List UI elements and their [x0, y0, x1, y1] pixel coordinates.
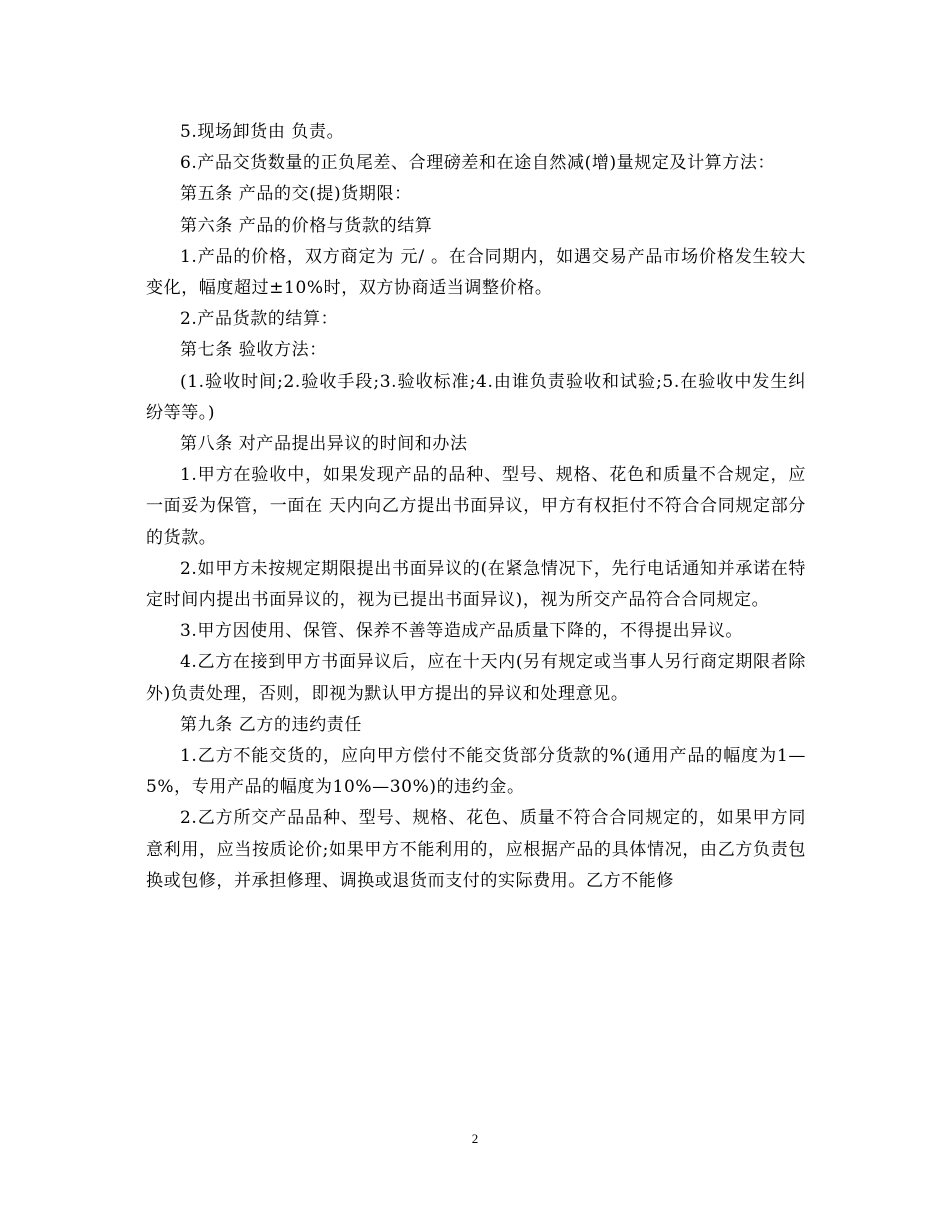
paragraph-quantity-tolerance: 6.产品交货数量的正负尾差、合理磅差和在途自然减(增)量规定及计算方法： — [180, 153, 776, 174]
paragraph-price: 1.产品的价格，双方商定为 元/ 。在合同期内，如遇交易产品市场价格发生较大变化，幅度超过±10%时，双方协商适当调整价格。 — [146, 246, 806, 299]
paragraph-objection-2: 2.如甲方未按规定期限提出书面异议的(在紧急情况下，先行电话通知并承诺在特定时间内提出书面异议的，视为已提出书面异议)，视为所交产品符合合同规定。 — [146, 558, 806, 611]
page-number: 2 — [471, 1131, 479, 1146]
paragraph-liability-2: 2.乙方所交产品品种、型号、规格、花色、质量不符合合同规定的，如果甲方同意利用，应当按质论价;如果甲方不能利用的，应根据产品的具体情况，由乙方负责包换或包修，并承担修理、调换或退货而支付的实际费用。乙方不能修 — [146, 808, 806, 891]
article-5-heading: 第五条 产品的交(提)货期限： — [180, 184, 412, 205]
paragraph-unloading: 5.现场卸货由 负责。 — [180, 122, 345, 142]
paragraph-objection-3: 3.甲方因使用、保管、保养不善等造成产品质量下降的，不得提出异议。 — [180, 621, 744, 642]
article-9-heading: 第九条 乙方的违约责任 — [180, 714, 363, 735]
article-8-heading: 第八条 对产品提出异议的时间和办法 — [180, 434, 468, 455]
document-body — [146, 117, 806, 897]
article-7-heading: 第七条 验收方法： — [180, 340, 327, 361]
article-6-heading: 第六条 产品的价格与货款的结算 — [180, 215, 433, 236]
paragraph-liability-1: 1.乙方不能交货的，应向甲方偿付不能交货部分货款的%(通用产品的幅度为1—5%，专用产品的幅度为10%—30%)的违约金。 — [146, 746, 806, 798]
paragraph-objection-1: 1.甲方在验收中，如果发现产品的品种、型号、规格、花色和质量不合规定，应一面妥为保管，一面在 天内向乙方提出书面异议，甲方有权拒付不符合合同规定部分的货款。 — [146, 465, 806, 548]
paragraph-acceptance-items: (1.验收时间;2.验收手段;3.验收标准;4.由谁负责验收和试验;5.在验收中发生纠纷等等。) — [146, 371, 806, 423]
paragraph-objection-4: 4.乙方在接到甲方书面异议后，应在十天内(另有规定或当事人另行商定期限者除外)负责处理，否则，即视为默认甲方提出的异议和处理意见。 — [146, 652, 806, 704]
paragraph-settlement: 2.产品货款的结算： — [180, 309, 339, 330]
